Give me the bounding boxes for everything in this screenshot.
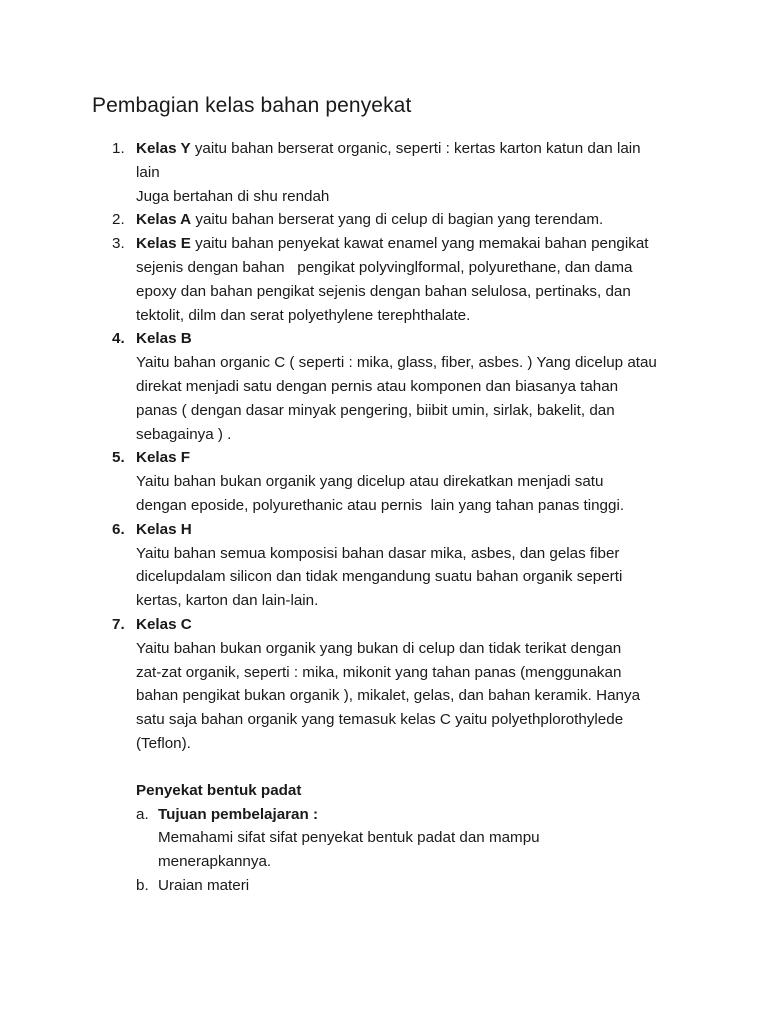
list-item-number: 1. bbox=[112, 140, 125, 157]
line-text: (Teflon). bbox=[136, 734, 191, 752]
sub-list bbox=[136, 803, 688, 898]
list-item-line bbox=[136, 137, 688, 161]
line-text: yaitu bahan penyekat kawat enamel yang memakai bahan pengikat bbox=[190, 235, 649, 253]
sub-item-line: Memahami sifat sifat penyekat bentuk padat dan mampu bbox=[158, 829, 540, 847]
list-item-line bbox=[136, 327, 688, 351]
list-item bbox=[92, 208, 688, 232]
page-title: Pembagian kelas bahan penyekat bbox=[92, 94, 412, 117]
list-item-line bbox=[136, 399, 688, 423]
list-item-line bbox=[136, 613, 688, 637]
sub-item-heading: Uraian materi bbox=[158, 876, 250, 894]
line-text: Yaitu bahan organic C ( seperti : mika, glass, fiber, asbes. ) Yang dicelup atau bbox=[136, 354, 657, 372]
list-item-line bbox=[136, 637, 688, 661]
list-item-line bbox=[136, 565, 688, 589]
list-item-line bbox=[136, 589, 688, 613]
list-item-line bbox=[136, 304, 688, 328]
list-item-line bbox=[136, 518, 688, 542]
class-label: Kelas H bbox=[136, 520, 192, 538]
list-item-number: 3. bbox=[112, 235, 125, 253]
line-text: bahan pengikat bukan organik ), mikalet, gelas, dan bahan keramik. Hanya bbox=[136, 687, 641, 705]
list-item bbox=[92, 518, 688, 613]
list-item-number: 6. bbox=[112, 520, 125, 538]
line-text: Yaitu bahan bukan organik yang bukan di celup dan tidak terikat dengan bbox=[136, 639, 622, 657]
line-text: Juga bertahan di shu rendah bbox=[136, 187, 330, 205]
sub-item-line: menerapkannya. bbox=[158, 853, 272, 871]
list-item-number: 2. bbox=[112, 211, 125, 229]
line-text: yaitu bahan berserat organic, seperti : kertas karton katun dan lain bbox=[190, 140, 641, 157]
line-text: Yaitu bahan bukan organik yang dicelup atau direkatkan menjadi satu bbox=[136, 473, 604, 491]
list-item-line bbox=[136, 232, 688, 256]
list-item-line bbox=[136, 661, 688, 685]
list-item-line bbox=[136, 494, 688, 518]
list-item bbox=[92, 137, 688, 208]
list-item-line bbox=[136, 208, 688, 232]
list-item-line bbox=[136, 280, 688, 304]
line-text: epoxy dan bahan pengikat sejenis dengan bahan selulosa, pertinaks, dan bbox=[136, 282, 631, 300]
list-item-line bbox=[136, 351, 688, 375]
list-item-line bbox=[136, 470, 688, 494]
class-label: Kelas Y bbox=[136, 140, 191, 157]
list-item-line bbox=[136, 732, 688, 756]
list-item bbox=[92, 613, 688, 756]
class-label: Kelas C bbox=[136, 615, 192, 633]
section-title: Penyekat bentuk padat bbox=[136, 781, 302, 799]
sub-item bbox=[136, 874, 688, 898]
list-item-line bbox=[136, 446, 688, 470]
line-text: satu saja bahan organik yang temasuk kelas C yaitu polyethplorothylede bbox=[136, 711, 624, 729]
list-item-line bbox=[136, 684, 688, 708]
list-item-number: 7. bbox=[112, 615, 125, 633]
list-item-line bbox=[136, 423, 688, 447]
line-text: dengan eposide, polyurethanic atau pernis lain yang tahan panas tinggi. bbox=[136, 496, 625, 514]
list-item-line bbox=[136, 161, 688, 185]
class-label: Kelas B bbox=[136, 330, 192, 348]
class-label: Kelas E bbox=[136, 235, 191, 253]
line-text: yaitu bahan berserat yang di celup di bagian yang terendam. bbox=[191, 211, 604, 229]
list-item bbox=[92, 446, 688, 517]
list-item-line bbox=[136, 708, 688, 732]
list-item bbox=[92, 327, 688, 446]
list-item-line bbox=[136, 256, 688, 280]
list-item-line bbox=[136, 375, 688, 399]
sub-item-letter: a. bbox=[136, 805, 149, 823]
line-text: direkat menjadi satu dengan pernis atau komponen dan biasanya tahan bbox=[136, 377, 619, 395]
sub-item-heading: Tujuan pembelajaran : bbox=[158, 805, 319, 823]
list-item bbox=[92, 232, 688, 327]
sub-item bbox=[136, 803, 688, 874]
class-label: Kelas A bbox=[136, 211, 192, 229]
line-text: sebagainya ) . bbox=[136, 425, 232, 443]
class-label: Kelas F bbox=[136, 449, 191, 467]
list-item-line bbox=[136, 542, 688, 566]
line-text: panas ( dengan dasar minyak pengering, biibit umin, sirlak, bakelit, dan bbox=[136, 401, 615, 419]
line-text: sejenis dengan bahan pengikat polyvinglformal, polyurethane, dan dama bbox=[136, 258, 633, 276]
line-text: dicelupdalam silicon dan tidak mengandung suatu bahan organik seperti bbox=[136, 568, 623, 586]
line-text: zat-zat organik, seperti : mika, mikonit yang tahan panas (menggunakan bbox=[136, 663, 622, 681]
list-item-number: 5. bbox=[112, 449, 125, 467]
list-item-number: 4. bbox=[112, 330, 125, 348]
class-list bbox=[92, 137, 688, 756]
line-text: Yaitu bahan semua komposisi bahan dasar mika, asbes, dan gelas fiber bbox=[136, 544, 620, 562]
sub-item-letter: b. bbox=[136, 876, 149, 894]
line-text: kertas, karton dan lain-lain. bbox=[136, 592, 319, 610]
list-item-line bbox=[136, 185, 688, 209]
solid-insulator-section bbox=[92, 779, 688, 898]
line-text: tektolit, dilm dan serat polyethylene terephthalate. bbox=[136, 306, 471, 324]
line-text: lain bbox=[136, 163, 160, 181]
